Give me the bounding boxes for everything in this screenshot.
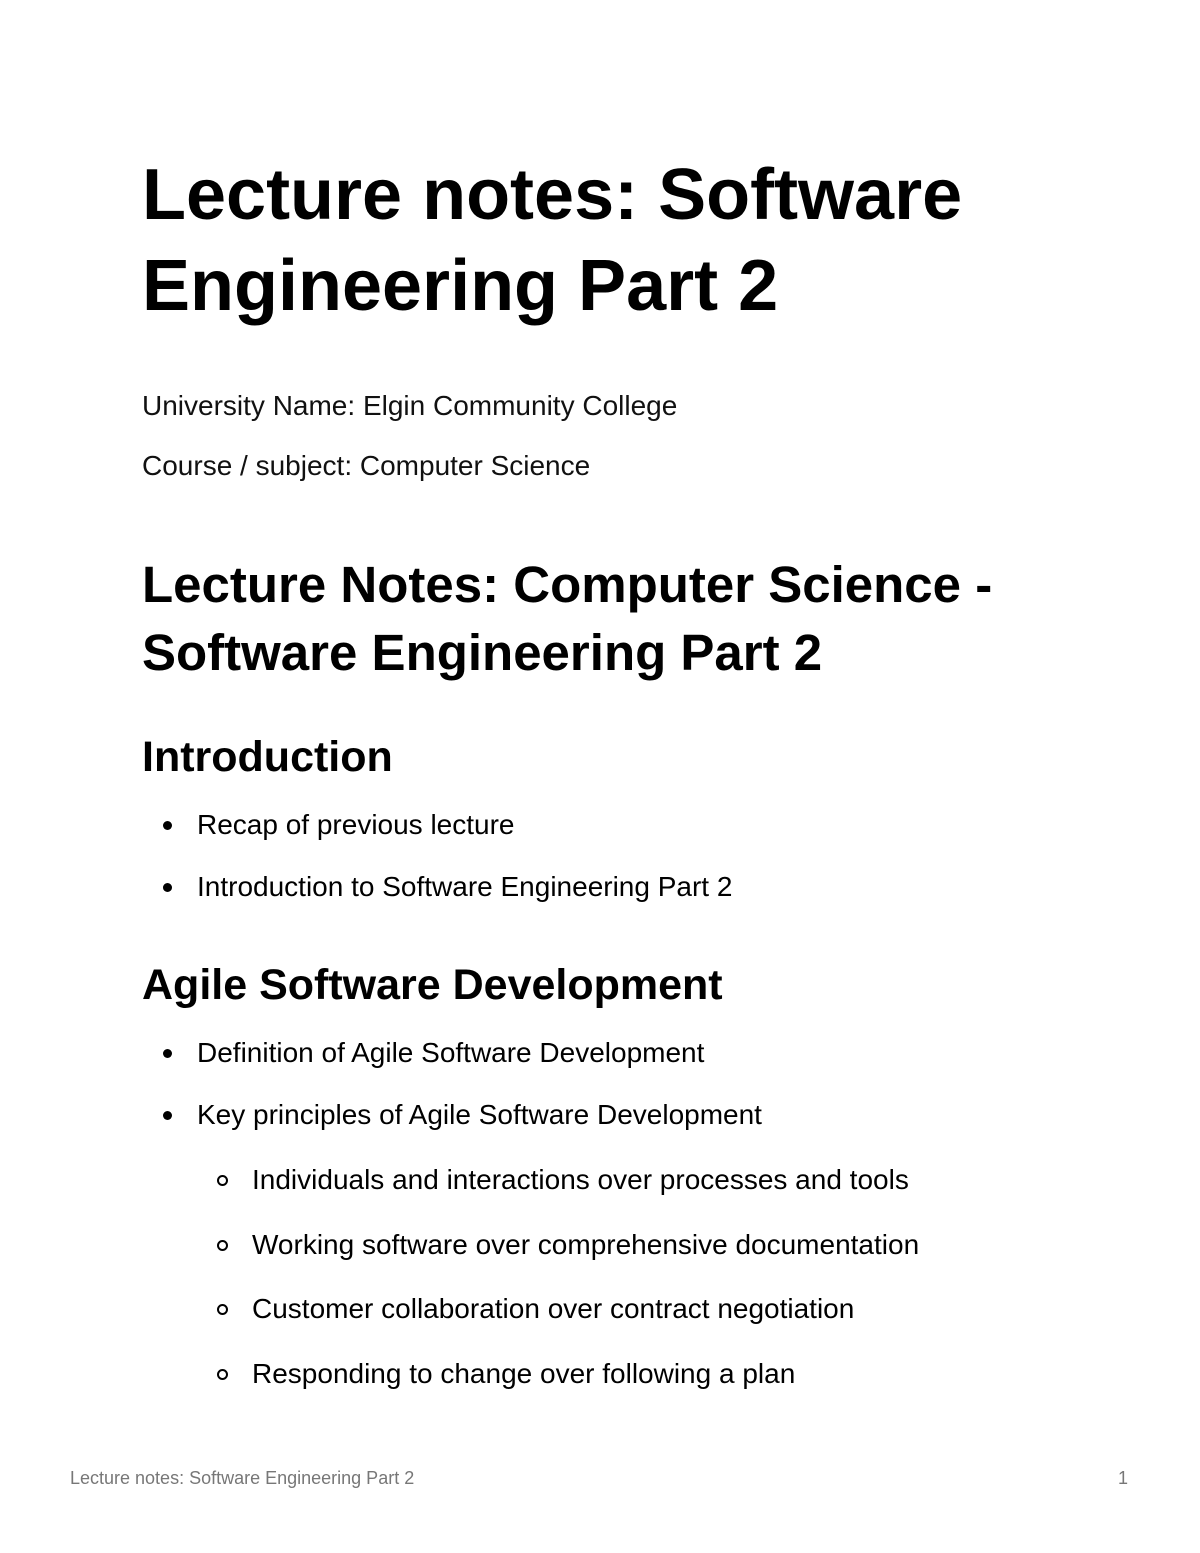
bullet-icon bbox=[163, 1049, 172, 1058]
course-subject: Course / subject: Computer Science bbox=[142, 450, 591, 481]
sub-list-item-text: Customer collaboration over contract negotiation bbox=[252, 1293, 855, 1324]
list-item-text: Key principles of Agile Software Development bbox=[197, 1099, 762, 1130]
bullet-icon bbox=[163, 883, 172, 892]
sub-list-item-text: Responding to change over following a plan bbox=[252, 1357, 796, 1389]
university-name: University Name: Elgin Community College bbox=[142, 390, 678, 421]
list-item-text: Definition of Agile Software Development bbox=[197, 1037, 705, 1068]
bullet-icon bbox=[163, 821, 172, 830]
document-title: Lecture notes: Software Engineering Part 2 bbox=[142, 155, 963, 326]
bullet-icon bbox=[163, 1111, 172, 1120]
hollow-bullet-icon bbox=[217, 1369, 228, 1380]
sub-list-item-text: Working software over comprehensive documentation bbox=[252, 1228, 920, 1260]
footer-title: Lecture notes: Software Engineering Part 2 bbox=[70, 1468, 415, 1488]
hollow-bullet-icon bbox=[217, 1175, 228, 1186]
sub-list-item-text: Individuals and interactions over processes and tools bbox=[252, 1164, 909, 1195]
hollow-bullet-icon bbox=[217, 1240, 228, 1251]
section-heading: Lecture Notes: Computer Science - Software Engineering Part 2 bbox=[142, 556, 993, 681]
agile-heading: Agile Software Development bbox=[142, 961, 723, 1009]
list-item-text: Introduction to Software Engineering Part 2 bbox=[197, 871, 733, 902]
list-item-text: Recap of previous lecture bbox=[197, 809, 515, 840]
hollow-bullet-icon bbox=[217, 1304, 228, 1315]
page-number: 1 bbox=[1117, 1468, 1128, 1488]
introduction-heading: Introduction bbox=[142, 733, 393, 781]
